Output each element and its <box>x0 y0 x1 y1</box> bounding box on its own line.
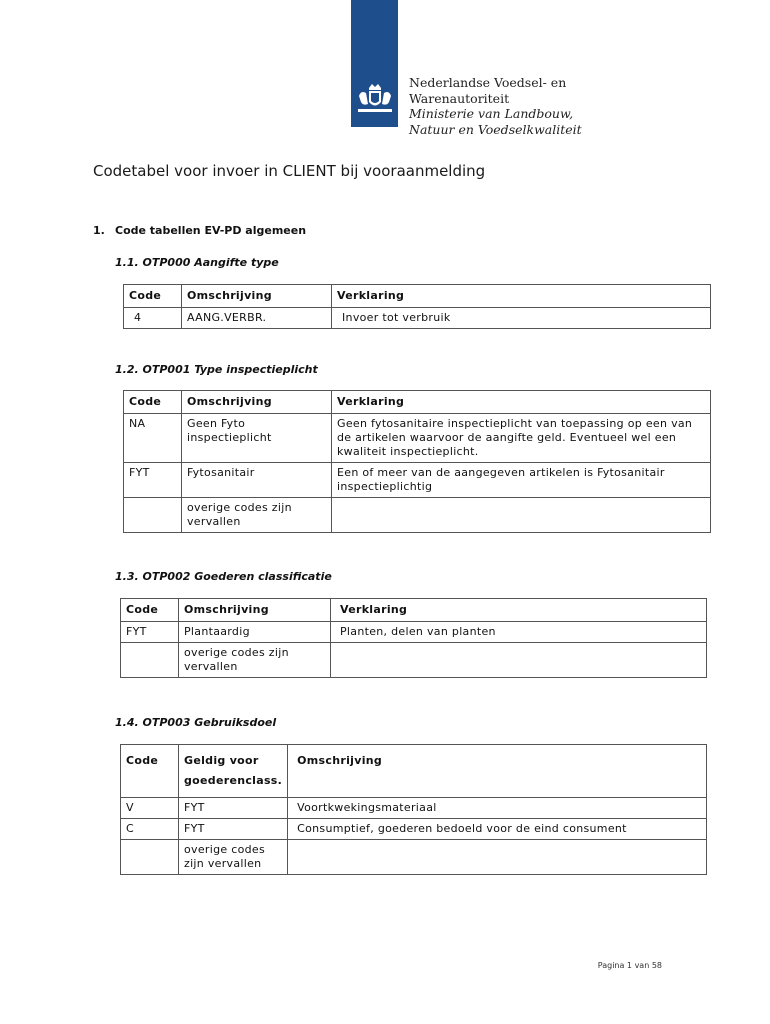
table-row <box>121 622 707 643</box>
table-row <box>124 414 711 463</box>
subsection-heading-otp001: 1.2. OTP001 Type inspectieplicht <box>115 363 318 376</box>
header-code: Code <box>121 599 179 622</box>
section-number: 1. <box>93 224 105 237</box>
subsection-heading-otp002: 1.3. OTP002 Goederen classificatie <box>115 570 332 583</box>
crest-icon <box>355 82 395 116</box>
header-code: Code <box>124 285 182 308</box>
cell-code <box>121 643 179 678</box>
cell-code <box>121 840 179 875</box>
section-heading <box>93 224 306 237</box>
table-row <box>121 643 707 678</box>
cell-omschrijving: overige codes zijn vervallen <box>179 643 331 678</box>
cell-verklaring <box>332 498 711 533</box>
cell-omschrijving: Consumptief, goederen bedoeld voor de eind consument <box>288 819 707 840</box>
cell-omschrijving: Voortkwekingsmateriaal <box>288 798 707 819</box>
cell-omschrijving: Fytosanitair <box>182 463 332 498</box>
table-otp003 <box>120 744 707 875</box>
cell-code: FYT <box>121 622 179 643</box>
organization-name <box>409 75 582 137</box>
header-omschrijving: Omschrijving <box>288 745 707 798</box>
cell-verklaring: Geen fytosanitaire inspectieplicht van toepassing op een van de artikelen waarvoor de aangifte geld. Eventueel wel een kwaliteit inspectieplicht. <box>332 414 711 463</box>
cell-geldig-voor: FYT <box>179 819 288 840</box>
table-row <box>124 308 711 329</box>
cell-omschrijving <box>288 840 707 875</box>
cell-verklaring: Een of meer van de aangegeven artikelen is Fytosanitair inspectieplichtig <box>332 463 711 498</box>
cell-code: C <box>121 819 179 840</box>
header-verklaring: Verklaring <box>332 391 711 414</box>
table-row <box>121 819 707 840</box>
cell-code: 4 <box>124 308 182 329</box>
cell-omschrijving: AANG.VERBR. <box>182 308 332 329</box>
header-verklaring: Verklaring <box>331 599 707 622</box>
table-row <box>121 798 707 819</box>
cell-verklaring: Invoer tot verbruik <box>332 308 711 329</box>
header-code: Code <box>121 745 179 798</box>
table-row <box>124 498 711 533</box>
cell-code <box>124 498 182 533</box>
header-omschrijving: Omschrijving <box>182 285 332 308</box>
cell-omschrijving: Geen Fyto inspectieplicht <box>182 414 332 463</box>
page-number: Pagina 1 van 58 <box>597 961 662 970</box>
org-line-3: Ministerie van Landbouw, <box>409 106 574 121</box>
org-line-1: Nederlandse Voedsel- en <box>409 75 567 90</box>
section-title: Code tabellen EV-PD algemeen <box>115 224 307 237</box>
document-title: Codetabel voor invoer in CLIENT bij vooraanmelding <box>93 162 486 180</box>
org-line-2: Warenautoriteit <box>409 90 510 106</box>
subsection-heading-otp000: 1.1. OTP000 Aangifte type <box>115 256 279 269</box>
table-header-row <box>121 745 707 798</box>
table-otp001 <box>123 390 711 533</box>
table-row <box>121 840 707 875</box>
table-otp000 <box>123 284 711 329</box>
cell-code: FYT <box>124 463 182 498</box>
cell-omschrijving: Plantaardig <box>179 622 331 643</box>
table-otp002 <box>120 598 707 678</box>
header-geldig-voor: Geldig voor goederenclass. <box>179 745 288 798</box>
cell-geldig-voor: overige codes zijn vervallen <box>179 840 288 875</box>
subsection-heading-otp003: 1.4. OTP003 Gebruiksdoel <box>115 716 277 729</box>
header-code: Code <box>124 391 182 414</box>
header-omschrijving: Omschrijving <box>179 599 331 622</box>
cell-verklaring: Planten, delen van planten <box>331 622 707 643</box>
cell-code: V <box>121 798 179 819</box>
table-header-row <box>124 391 711 414</box>
cell-code: NA <box>124 414 182 463</box>
table-header-row <box>121 599 707 622</box>
header-omschrijving: Omschrijving <box>182 391 332 414</box>
cell-omschrijving: overige codes zijn vervallen <box>182 498 332 533</box>
table-header-row <box>124 285 711 308</box>
header-verklaring: Verklaring <box>332 285 711 308</box>
org-line-4: Natuur en Voedselkwaliteit <box>409 121 582 137</box>
cell-verklaring <box>331 643 707 678</box>
table-row <box>124 463 711 498</box>
cell-geldig-voor: FYT <box>179 798 288 819</box>
